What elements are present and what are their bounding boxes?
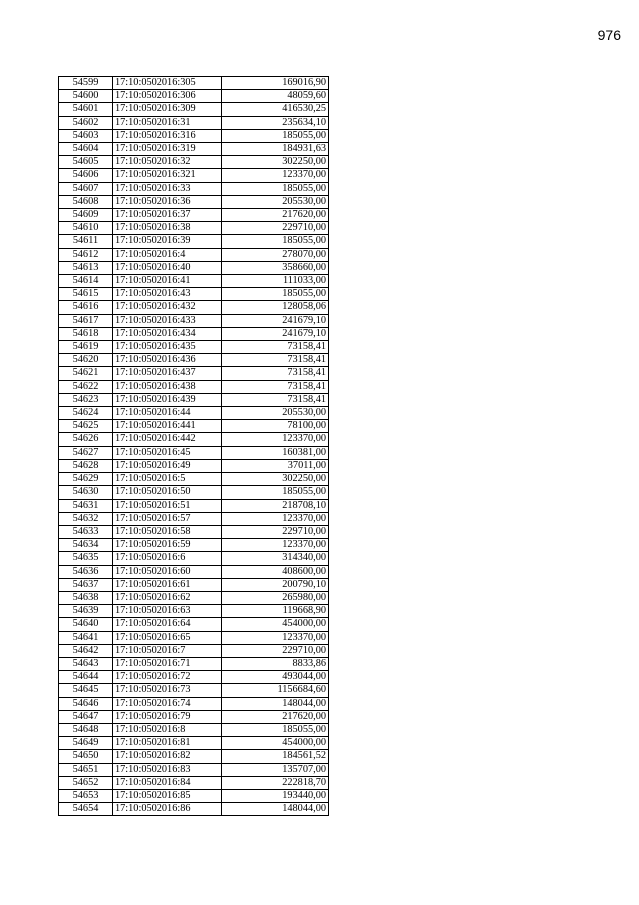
table-row [59,737,329,750]
table-row [59,380,329,393]
table-row [59,182,329,195]
cadastral-number-cell: 17:10:0502016:40 [113,261,222,274]
row-index-cell: 54644 [59,671,113,684]
cadastral-number-cell: 17:10:0502016:57 [113,512,222,525]
table-row [59,341,329,354]
cadastral-number-cell: 17:10:0502016:51 [113,499,222,512]
cadastral-number-cell: 17:10:0502016:7 [113,644,222,657]
cadastral-value-cell: 184931,63 [222,143,329,156]
row-index-cell: 54609 [59,209,113,222]
row-index-cell: 54636 [59,565,113,578]
cadastral-number-cell: 17:10:0502016:79 [113,710,222,723]
row-index-cell: 54640 [59,618,113,631]
cadastral-number-cell: 17:10:0502016:73 [113,684,222,697]
row-index-cell: 54604 [59,143,113,156]
row-index-cell: 54651 [59,763,113,776]
cadastral-value-cell: 148044,00 [222,697,329,710]
row-index-cell: 54616 [59,301,113,314]
table-row [59,723,329,736]
cadastral-value-cell: 217620,00 [222,710,329,723]
cadastral-number-cell: 17:10:0502016:5 [113,473,222,486]
row-index-cell: 54619 [59,341,113,354]
cadastral-value-cell: 205530,00 [222,195,329,208]
cadastral-value-cell: 265980,00 [222,591,329,604]
table-row [59,459,329,472]
row-index-cell: 54649 [59,737,113,750]
table-row [59,552,329,565]
row-index-cell: 54620 [59,354,113,367]
row-index-cell: 54612 [59,248,113,261]
row-index-cell: 54605 [59,156,113,169]
cadastral-number-cell: 17:10:0502016:83 [113,763,222,776]
row-index-cell: 54628 [59,459,113,472]
table-row [59,433,329,446]
page-number: 976 [597,27,621,43]
table-row [59,77,329,90]
table-row [59,539,329,552]
cadastral-value-cell: 193440,00 [222,789,329,802]
cadastral-number-cell: 17:10:0502016:74 [113,697,222,710]
cadastral-number-cell: 17:10:0502016:84 [113,776,222,789]
row-index-cell: 54599 [59,77,113,90]
table-row [59,671,329,684]
cadastral-value-cell: 217620,00 [222,209,329,222]
cadastral-value-cell: 48059,60 [222,90,329,103]
table-row [59,261,329,274]
row-index-cell: 54602 [59,116,113,129]
cadastral-number-cell: 17:10:0502016:43 [113,288,222,301]
cadastral-value-cell: 493044,00 [222,671,329,684]
cadastral-value-cell: 73158,41 [222,341,329,354]
table-row [59,605,329,618]
table-row [59,591,329,604]
cadastral-number-cell: 17:10:0502016:442 [113,433,222,446]
cadastral-number-cell: 17:10:0502016:436 [113,354,222,367]
table-row [59,644,329,657]
row-index-cell: 54624 [59,407,113,420]
cadastral-value-cell: 185055,00 [222,723,329,736]
cadastral-number-cell: 17:10:0502016:319 [113,143,222,156]
table-row [59,710,329,723]
table-row [59,222,329,235]
cadastral-value-cell: 123370,00 [222,169,329,182]
table-row [59,578,329,591]
table-row [59,446,329,459]
cadastral-number-cell: 17:10:0502016:6 [113,552,222,565]
cadastral-number-cell: 17:10:0502016:4 [113,248,222,261]
cadastral-value-table [58,76,329,816]
table-row [59,684,329,697]
table-row [59,116,329,129]
table-row [59,129,329,142]
cadastral-number-cell: 17:10:0502016:59 [113,539,222,552]
cadastral-number-cell: 17:10:0502016:441 [113,420,222,433]
cadastral-value-cell: 229710,00 [222,222,329,235]
table-row [59,486,329,499]
cadastral-number-cell: 17:10:0502016:31 [113,116,222,129]
cadastral-value-cell: 185055,00 [222,235,329,248]
cadastral-number-cell: 17:10:0502016:438 [113,380,222,393]
row-index-cell: 54622 [59,380,113,393]
cadastral-number-cell: 17:10:0502016:86 [113,803,222,816]
table-row [59,209,329,222]
cadastral-value-cell: 111033,00 [222,275,329,288]
cadastral-value-cell: 73158,41 [222,393,329,406]
row-index-cell: 54652 [59,776,113,789]
table-row [59,288,329,301]
cadastral-number-cell: 17:10:0502016:433 [113,314,222,327]
table-row [59,407,329,420]
cadastral-number-cell: 17:10:0502016:39 [113,235,222,248]
row-index-cell: 54637 [59,578,113,591]
table-row [59,393,329,406]
table-row [59,327,329,340]
row-index-cell: 54617 [59,314,113,327]
table-row [59,776,329,789]
cadastral-value-cell: 229710,00 [222,644,329,657]
table-row [59,90,329,103]
row-index-cell: 54638 [59,591,113,604]
cadastral-value-cell: 184561,52 [222,750,329,763]
cadastral-value-cell: 185055,00 [222,129,329,142]
cadastral-value-cell: 123370,00 [222,631,329,644]
cadastral-number-cell: 17:10:0502016:435 [113,341,222,354]
row-index-cell: 54633 [59,525,113,538]
cadastral-value-cell: 314340,00 [222,552,329,565]
table-row [59,248,329,261]
cadastral-number-cell: 17:10:0502016:38 [113,222,222,235]
cadastral-value-cell: 278070,00 [222,248,329,261]
cadastral-value-cell: 218708,10 [222,499,329,512]
cadastral-value-cell: 241679,10 [222,327,329,340]
cadastral-number-cell: 17:10:0502016:305 [113,77,222,90]
cadastral-value-cell: 358660,00 [222,261,329,274]
table-row [59,169,329,182]
cadastral-number-cell: 17:10:0502016:60 [113,565,222,578]
row-index-cell: 54601 [59,103,113,116]
cadastral-number-cell: 17:10:0502016:45 [113,446,222,459]
cadastral-value-cell: 160381,00 [222,446,329,459]
row-index-cell: 54646 [59,697,113,710]
cadastral-value-cell: 73158,41 [222,380,329,393]
cadastral-value-cell: 302250,00 [222,473,329,486]
table-row [59,103,329,116]
row-index-cell: 54632 [59,512,113,525]
row-index-cell: 54634 [59,539,113,552]
cadastral-value-cell: 241679,10 [222,314,329,327]
cadastral-number-cell: 17:10:0502016:50 [113,486,222,499]
row-index-cell: 54603 [59,129,113,142]
table-row [59,473,329,486]
table-row [59,354,329,367]
cadastral-value-cell: 73158,41 [222,354,329,367]
table-row [59,367,329,380]
table-row [59,301,329,314]
row-index-cell: 54618 [59,327,113,340]
cadastral-value-cell: 454000,00 [222,737,329,750]
row-index-cell: 54647 [59,710,113,723]
cadastral-number-cell: 17:10:0502016:309 [113,103,222,116]
cadastral-number-cell: 17:10:0502016:61 [113,578,222,591]
table-row [59,697,329,710]
cadastral-number-cell: 17:10:0502016:37 [113,209,222,222]
cadastral-number-cell: 17:10:0502016:36 [113,195,222,208]
cadastral-number-cell: 17:10:0502016:85 [113,789,222,802]
table-row [59,275,329,288]
row-index-cell: 54639 [59,605,113,618]
cadastral-value-cell: 169016,90 [222,77,329,90]
cadastral-value-cell: 37011,00 [222,459,329,472]
cadastral-number-cell: 17:10:0502016:64 [113,618,222,631]
row-index-cell: 54610 [59,222,113,235]
table-body [59,77,329,816]
cadastral-value-cell: 78100,00 [222,420,329,433]
row-index-cell: 54635 [59,552,113,565]
cadastral-value-cell: 200790,10 [222,578,329,591]
cadastral-value-cell: 128058,06 [222,301,329,314]
cadastral-value-cell: 148044,00 [222,803,329,816]
row-index-cell: 54653 [59,789,113,802]
cadastral-value-cell: 408600,00 [222,565,329,578]
cadastral-number-cell: 17:10:0502016:33 [113,182,222,195]
cadastral-number-cell: 17:10:0502016:306 [113,90,222,103]
cadastral-number-cell: 17:10:0502016:71 [113,657,222,670]
cadastral-value-cell: 235634,10 [222,116,329,129]
row-index-cell: 54606 [59,169,113,182]
cadastral-number-cell: 17:10:0502016:63 [113,605,222,618]
row-index-cell: 54607 [59,182,113,195]
row-index-cell: 54623 [59,393,113,406]
cadastral-value-cell: 454000,00 [222,618,329,631]
cadastral-number-cell: 17:10:0502016:44 [113,407,222,420]
row-index-cell: 54642 [59,644,113,657]
cadastral-value-cell: 119668,90 [222,605,329,618]
row-index-cell: 54615 [59,288,113,301]
cadastral-number-cell: 17:10:0502016:316 [113,129,222,142]
table-row [59,565,329,578]
table-row [59,195,329,208]
cadastral-value-cell: 8833,86 [222,657,329,670]
cadastral-number-cell: 17:10:0502016:81 [113,737,222,750]
row-index-cell: 54650 [59,750,113,763]
table-row [59,156,329,169]
cadastral-number-cell: 17:10:0502016:65 [113,631,222,644]
table-row [59,314,329,327]
cadastral-value-cell: 135707,00 [222,763,329,776]
cadastral-value-cell: 123370,00 [222,433,329,446]
table-row [59,750,329,763]
cadastral-number-cell: 17:10:0502016:32 [113,156,222,169]
cadastral-number-cell: 17:10:0502016:321 [113,169,222,182]
row-index-cell: 54641 [59,631,113,644]
cadastral-value-cell: 185055,00 [222,486,329,499]
row-index-cell: 54629 [59,473,113,486]
row-index-cell: 54611 [59,235,113,248]
cadastral-number-cell: 17:10:0502016:41 [113,275,222,288]
row-index-cell: 54621 [59,367,113,380]
cadastral-number-cell: 17:10:0502016:62 [113,591,222,604]
row-index-cell: 54643 [59,657,113,670]
row-index-cell: 54626 [59,433,113,446]
cadastral-value-cell: 185055,00 [222,182,329,195]
row-index-cell: 54645 [59,684,113,697]
row-index-cell: 54613 [59,261,113,274]
cadastral-value-cell: 1156684,60 [222,684,329,697]
cadastral-number-cell: 17:10:0502016:437 [113,367,222,380]
cadastral-value-cell: 185055,00 [222,288,329,301]
cadastral-value-cell: 222818,70 [222,776,329,789]
table-row [59,657,329,670]
cadastral-value-cell: 416530,25 [222,103,329,116]
table-row [59,789,329,802]
table-row [59,420,329,433]
table-row [59,525,329,538]
cadastral-value-cell: 302250,00 [222,156,329,169]
cadastral-value-cell: 73158,41 [222,367,329,380]
table-row [59,512,329,525]
table-row [59,803,329,816]
row-index-cell: 54625 [59,420,113,433]
cadastral-value-cell: 123370,00 [222,512,329,525]
cadastral-value-cell: 123370,00 [222,539,329,552]
cadastral-number-cell: 17:10:0502016:58 [113,525,222,538]
table-row [59,499,329,512]
row-index-cell: 54608 [59,195,113,208]
row-index-cell: 54630 [59,486,113,499]
table-row [59,631,329,644]
table-row [59,763,329,776]
row-index-cell: 54648 [59,723,113,736]
row-index-cell: 54631 [59,499,113,512]
table-row [59,143,329,156]
cadastral-number-cell: 17:10:0502016:432 [113,301,222,314]
cadastral-value-cell: 205530,00 [222,407,329,420]
row-index-cell: 54627 [59,446,113,459]
row-index-cell: 54614 [59,275,113,288]
cadastral-number-cell: 17:10:0502016:49 [113,459,222,472]
cadastral-number-cell: 17:10:0502016:8 [113,723,222,736]
cadastral-number-cell: 17:10:0502016:82 [113,750,222,763]
row-index-cell: 54654 [59,803,113,816]
cadastral-number-cell: 17:10:0502016:72 [113,671,222,684]
cadastral-value-cell: 229710,00 [222,525,329,538]
table-row [59,618,329,631]
cadastral-number-cell: 17:10:0502016:434 [113,327,222,340]
table-row [59,235,329,248]
cadastral-number-cell: 17:10:0502016:439 [113,393,222,406]
row-index-cell: 54600 [59,90,113,103]
